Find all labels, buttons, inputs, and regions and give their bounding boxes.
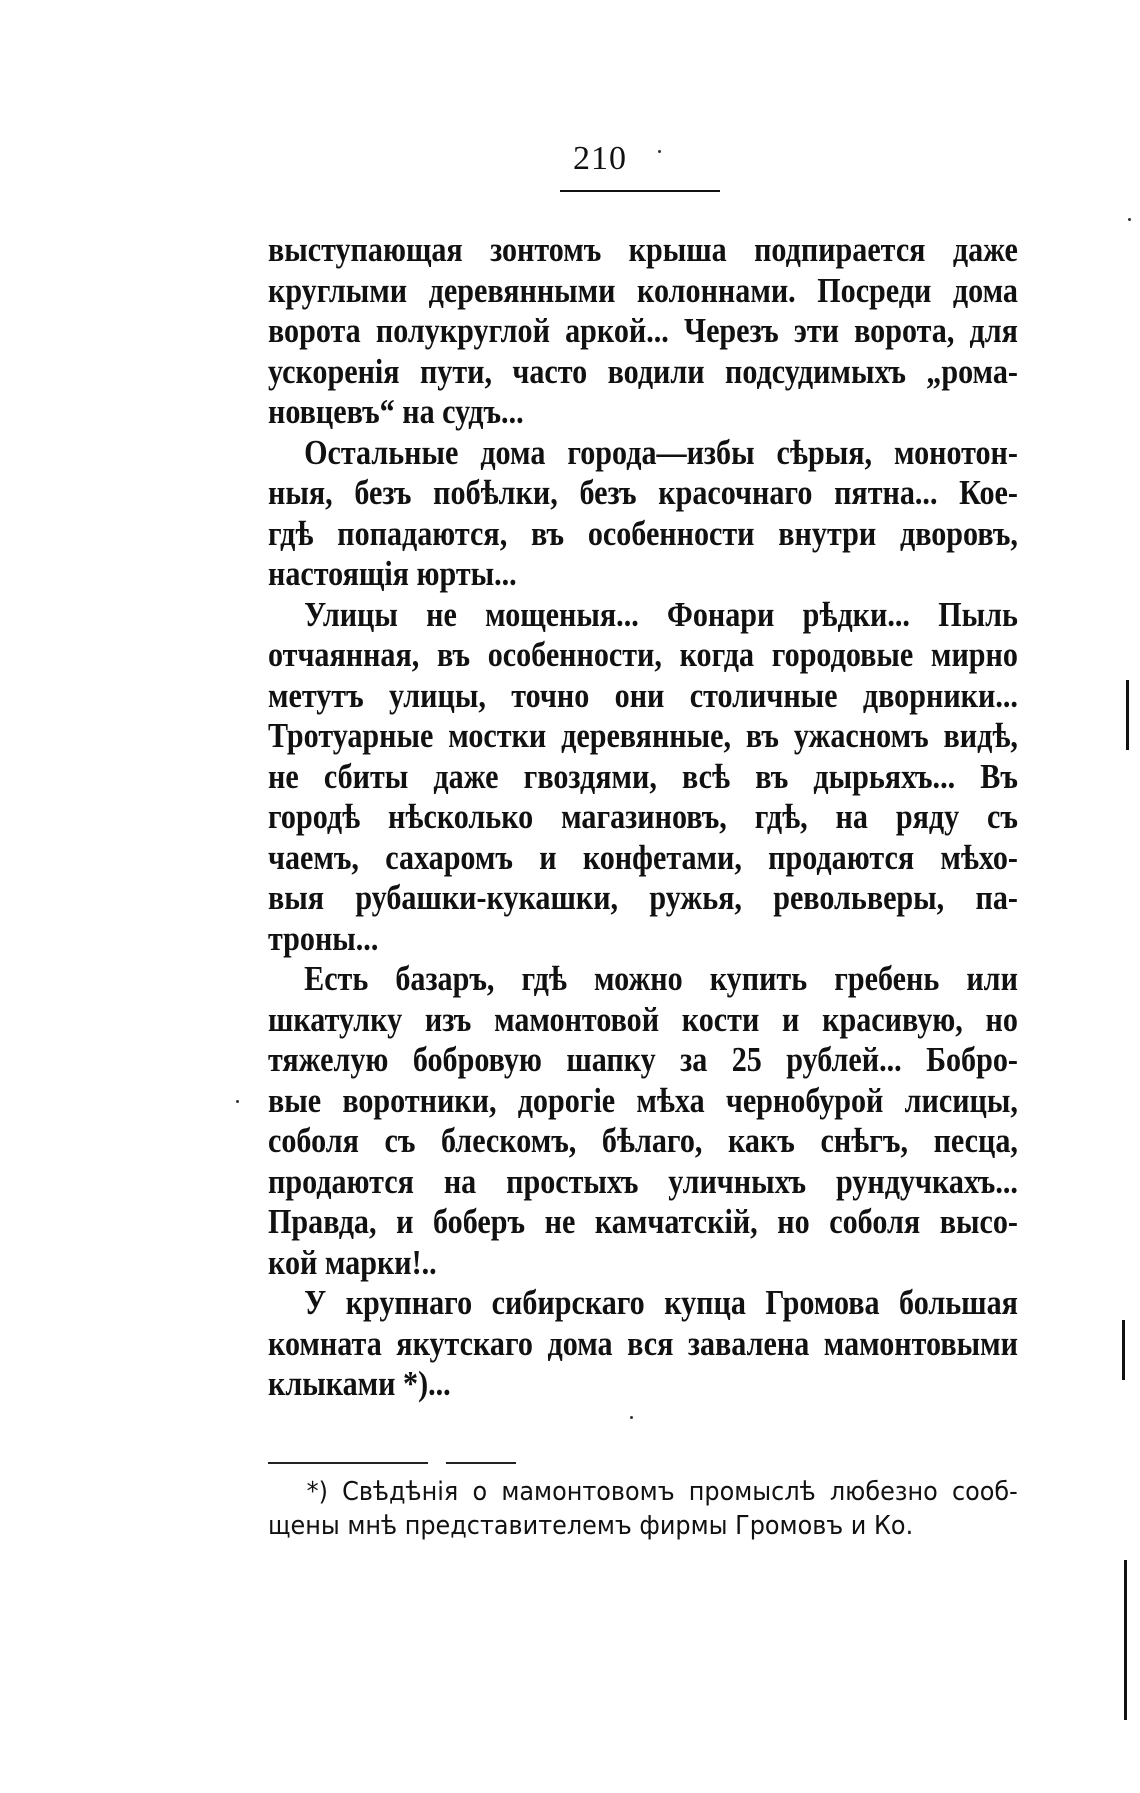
footnote-line: щены мнѣ представителемъ фирмы Громовъ и Ко. [268,1511,914,1541]
page-number-rule [560,190,720,192]
footnote-separator-short [446,1462,516,1464]
text-line: продаются на простыхъ уличныхъ рундучкахъ... [268,1161,1018,1201]
text-line: отчаянная, въ особенности, когда городовые мирно [268,635,1018,674]
margin-mark [1126,680,1129,750]
text-line: новцевъ“ на судъ... [268,392,524,431]
text-line: Есть базаръ, гдѣ можно купить гребень или [304,959,1018,998]
text-line: троны... [268,918,379,958]
text-line: ныя, безъ побѣлки, безъ красочнаго пятна... Кое- [268,473,1018,512]
text-line: кой марки!.. [268,1242,437,1282]
scan-speck [630,1416,633,1419]
text-line: Остальные дома города—избы сѣрыя, монотон- [304,432,1018,472]
text-line: городѣ нѣсколько магазиновъ, гдѣ, на ряду съ [268,797,1018,836]
text-line: тяжелую бобровую шапку за 25 рублей... Бобро- [268,1040,1018,1079]
scan-speck [236,1100,239,1103]
text-line: ворота полукруглой аркой... Черезъ эти ворота, для [268,311,1018,350]
text-line: Тротуарные мостки деревянные, въ ужасномъ видѣ, [268,716,1018,755]
text-line: шкатулку изъ мамонтовой кости и красивую, но [268,999,1018,1039]
text-line: соболя съ блескомъ, бѣлаго, какъ снѣгъ, песца, [268,1121,1018,1160]
text-line: ускоренія пути, часто водили подсудимыхъ „рома- [268,351,1018,391]
text-line: Правда, и боберъ не камчатскій, но соболя высо- [268,1202,1018,1241]
text-line: настоящія юрты... [268,554,517,593]
text-line: выя рубашки-кукашки, ружья, револьверы, па- [268,878,1018,917]
text-line: клыками *)... [268,1364,451,1403]
main-text [268,230,1018,1405]
footnote [268,1475,1018,1543]
footnote-separator [268,1462,428,1464]
text-line: чаемъ, сахаромъ и конфетами, продаются мѣхо- [268,837,1018,877]
page-number: 210 [573,140,627,177]
text-line: У крупнаго сибирскаго купца Громова большая [304,1283,1018,1322]
footnote-line: *) Свѣдѣнія о мамонтовомъ промыслѣ любезно сооб- [306,1477,1018,1507]
scan-speck [658,150,661,153]
text-line: Улицы не мощеныя... Фонари рѣдки... Пыль [304,594,1018,634]
margin-mark [1124,1560,1127,1720]
text-line: метутъ улицы, точно они столичные дворники... [268,675,1018,715]
scan-speck [1128,218,1131,221]
text-line: не сбиты даже гвоздями, всѣ въ дырьяхъ... Въ [268,756,1018,796]
text-line: гдѣ попадаются, въ особенности внутри дворовъ, [268,513,1018,553]
margin-mark [1122,1320,1125,1380]
text-line: вые воротники, дорогіе мѣха чернобурой лисицы, [268,1080,1018,1120]
text-line: выступающая зонтомъ крыша подпирается даже [268,230,1018,269]
text-line: круглыми деревянными колоннами. Посреди дома [268,270,1018,310]
text-line: комната якутскаго дома вся завалена мамонтовыми [268,1323,1018,1363]
